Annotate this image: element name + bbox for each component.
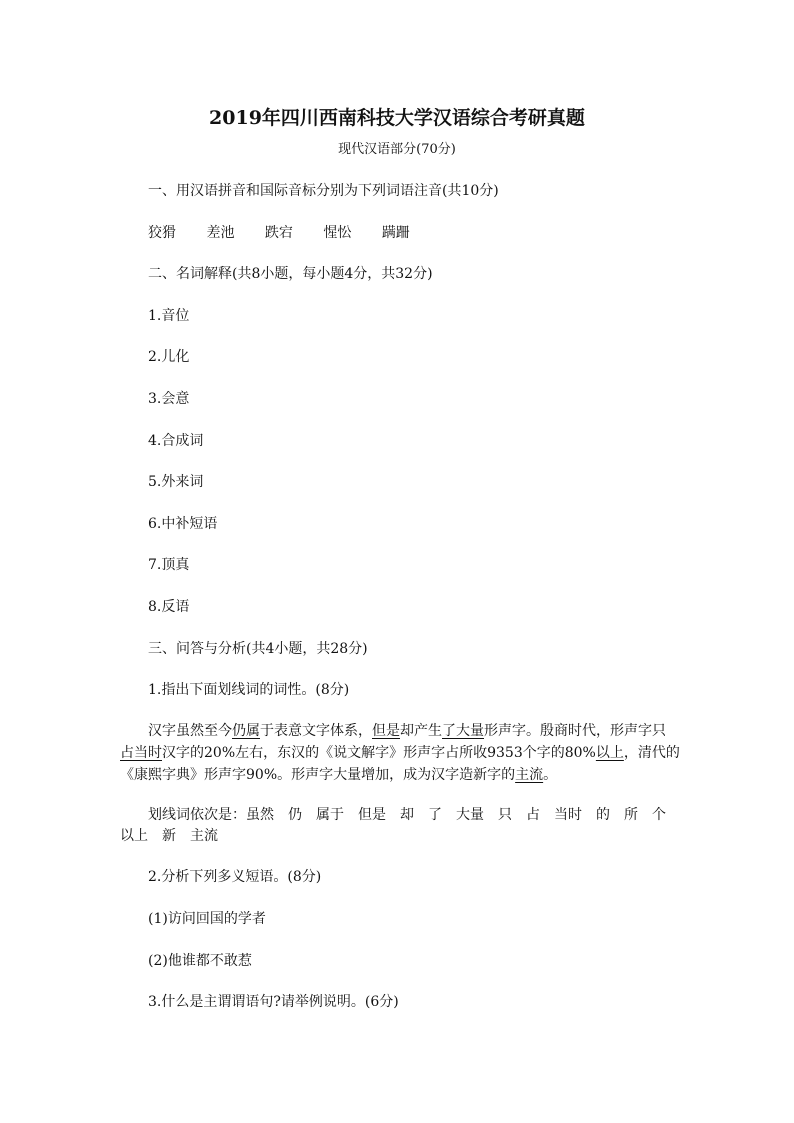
question-2-prompt: 2.分析下列多义短语。(8分)	[148, 869, 322, 885]
term-item: 1.音位	[148, 308, 190, 324]
section3-heading: 三、问答与分析(共4小题，共28分)	[148, 641, 368, 657]
underlined-word: 占当时	[120, 745, 162, 761]
phrase-item: (1)访问回国的学者	[148, 911, 266, 927]
answer-word: 的	[596, 807, 610, 823]
word-item: 蹒跚	[381, 225, 410, 241]
term-item: 4.合成词	[148, 433, 204, 449]
answer-word: 占	[526, 807, 540, 823]
section1-word-list	[148, 224, 436, 242]
underlined-word: 了大量	[442, 723, 484, 739]
question-1-prompt: 1.指出下面划线词的词性。(8分)	[148, 682, 350, 698]
answer-word: 仍	[288, 807, 302, 823]
answer-line-2: 以上 新 主流	[120, 828, 218, 844]
term-item: 3.会意	[148, 391, 190, 407]
underlined-word: 但是	[372, 723, 400, 739]
word-item: 狡猾	[148, 225, 176, 241]
passage-segment: 汉字的20%左右，东汉的《说文解字》形声字占所收9353个字的80%	[162, 745, 596, 761]
answer-line-1	[148, 806, 666, 824]
document-subtitle: 现代汉语部分(70分)	[338, 142, 456, 157]
answer-word: 所	[624, 807, 638, 823]
answer-word: 只	[498, 807, 512, 823]
passage-line-3	[120, 766, 557, 784]
section2-heading: 二、名词解释(共8小题，每小题4分，共32分)	[148, 266, 433, 282]
answer-word: 当时	[554, 807, 582, 823]
passage-segment: 《康熙字典》形声字90%。形声字大量增加，成为汉字造新字的	[120, 767, 516, 783]
passage-segment: ，清代的	[623, 745, 680, 761]
passage-segment: 汉字虽然至今	[148, 723, 232, 739]
phrase-item: (2)他谁都不敢惹	[148, 953, 252, 969]
answer-word: 个	[652, 807, 666, 823]
answer-word: 但是	[358, 807, 386, 823]
question-3-prompt: 3.什么是主谓谓语句?请举例说明。(6分)	[148, 994, 399, 1010]
term-item: 8.反语	[148, 599, 190, 615]
term-item: 5.外来词	[148, 474, 204, 490]
underlined-word: 主流	[515, 767, 544, 783]
passage-segment: 形声字。殷商时代，形声字只	[484, 723, 666, 739]
answer-word: 大量	[456, 807, 484, 823]
passage-segment: 于表意文字体系，	[260, 723, 372, 739]
passage-segment: 。	[543, 767, 558, 783]
word-item: 差池	[206, 225, 235, 241]
answer-word: 属于	[316, 807, 344, 823]
term-item: 6.中补短语	[148, 516, 218, 532]
underlined-word: 以上	[595, 745, 624, 761]
passage-line-2	[120, 744, 680, 762]
passage-segment: 却产生	[400, 723, 442, 739]
answer-word: 却	[400, 807, 414, 823]
word-item: 跌宕	[264, 225, 293, 241]
answer-word: 了	[428, 807, 442, 823]
underlined-word: 仍属	[232, 723, 260, 739]
word-item: 惺忪	[323, 225, 352, 241]
section1-heading: 一、用汉语拼音和国际音标分别为下列词语注音(共10分)	[148, 183, 499, 199]
passage-line-1	[148, 722, 666, 740]
answer-word: 划线词依次是：虽然	[148, 807, 274, 823]
document-title: 2019年四川西南科技大学汉语综合考研真题	[209, 107, 585, 129]
term-item: 7.顶真	[148, 557, 190, 573]
term-item: 2.儿化	[148, 349, 190, 365]
